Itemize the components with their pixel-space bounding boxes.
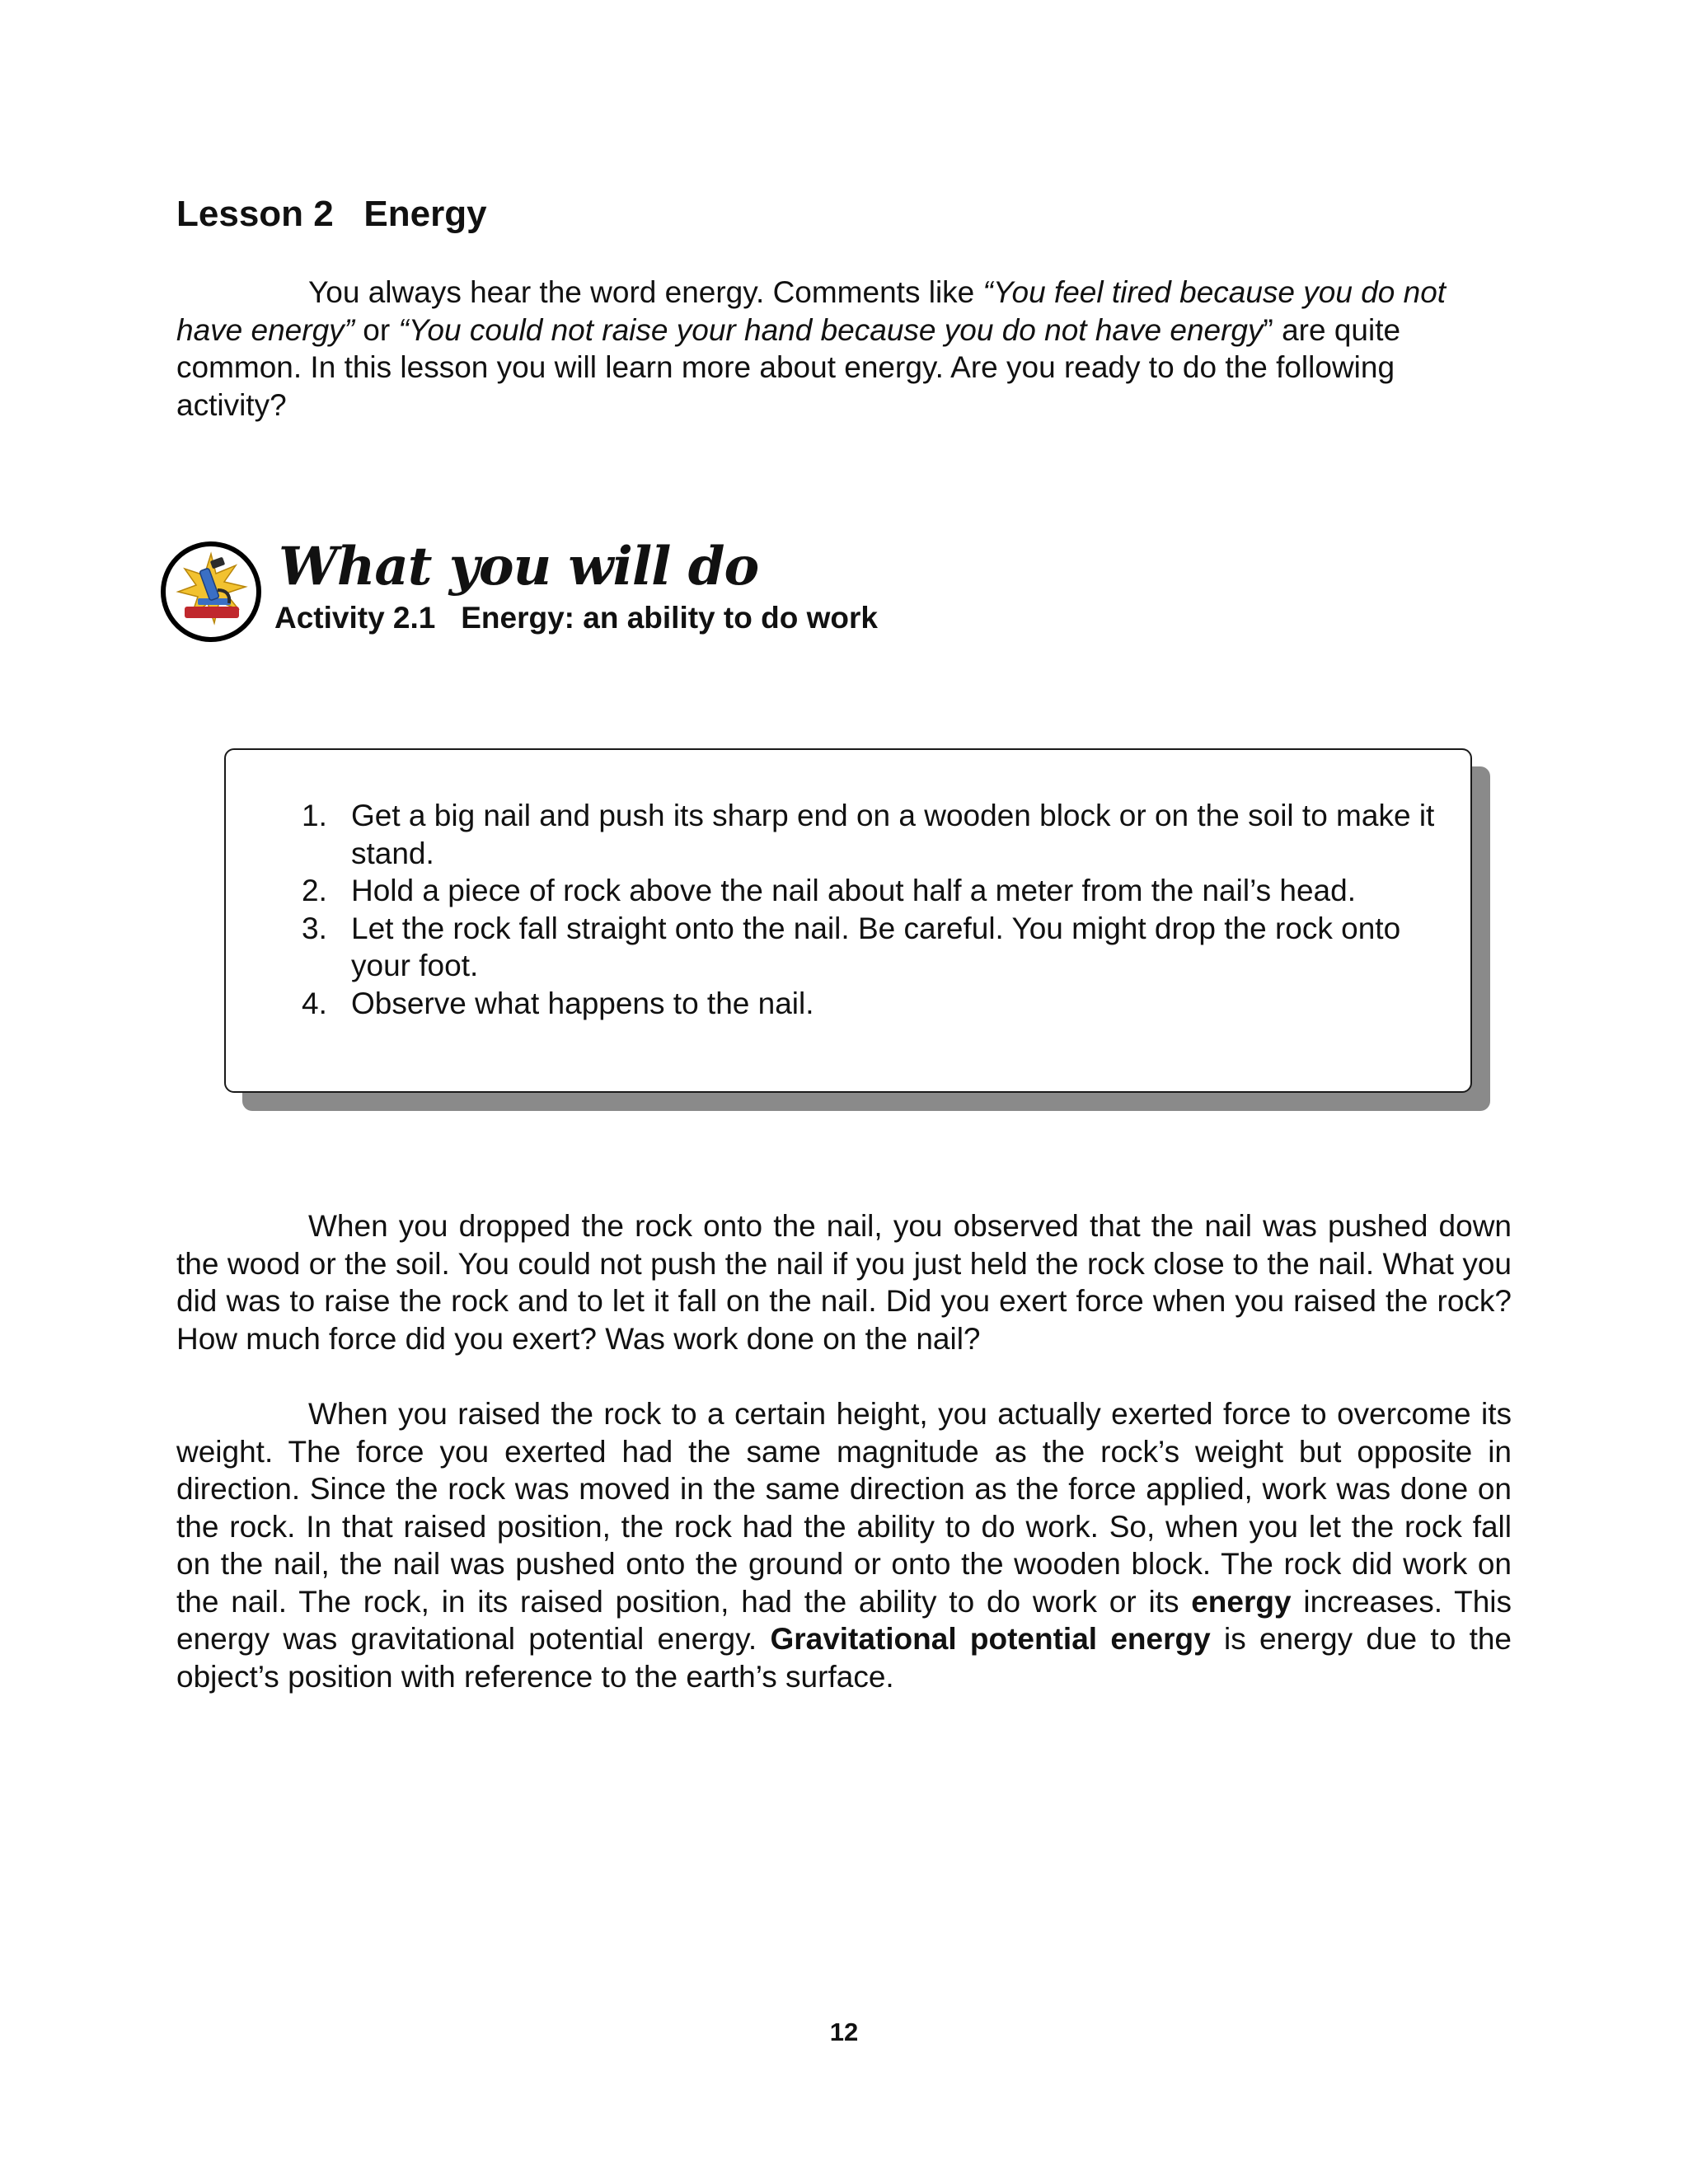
discussion-text-2a: When you raised the rock to a certain height, you actually exerted force to overcome its weight. The force you exerted had the same magnitude as the rock’s weight but opposite in direction. Since the rock was moved in the same direction as the force applied, work was done on the rock. In that raised position, the rock had the ability to do work. So, when you let the rock fall on the nail, the nail was pushed onto the ground or onto the wooden block. The rock did work on the nail. The rock, in its raised position, had the ability to do work or its: [176, 1397, 1512, 1619]
intro-quote-2: “You could not raise your hand because you do not have energy: [398, 312, 1264, 347]
discussion-paragraph-1: [176, 1207, 1512, 1357]
step-number: 1.: [302, 799, 327, 832]
procedure-step: [302, 985, 1439, 1023]
lesson-title: Lesson 2 Energy: [176, 194, 487, 234]
procedure-step: [302, 872, 1439, 910]
discussion-text-2e: is energy due to the object’s position with reference to the earth’s surface.: [176, 1622, 1512, 1694]
procedure-step: [302, 910, 1439, 985]
intro-text-1: You always hear the word energy. Comments like: [308, 275, 983, 309]
step-number: 4.: [302, 986, 327, 1020]
intro-text-2: or: [354, 312, 399, 347]
discussion-paragraph-2: [176, 1395, 1512, 1695]
step-text: Observe what happens to the nail.: [351, 986, 814, 1020]
discussion-text-2c: increases. This energy was gravitational potential energy.: [176, 1584, 1512, 1656]
step-number: 2.: [302, 874, 327, 907]
step-text: Let the rock fall straight onto the nail. Be careful. You might drop the rock onto your foot.: [351, 911, 1401, 982]
term-energy: energy: [1191, 1584, 1292, 1619]
procedure-steps: [302, 797, 1439, 1022]
procedure-box: [224, 748, 1472, 1093]
page-number: 12: [829, 2018, 859, 2046]
step-number: 3.: [302, 911, 327, 945]
term-gravitational-potential-energy: Gravitational potential energy: [770, 1622, 1211, 1656]
step-text: Get a big nail and push its sharp end on a wooden block or on the soil to make it stand.: [351, 799, 1435, 870]
intro-paragraph: [176, 274, 1512, 424]
activity-title: Activity 2.1 Energy: an ability to do work: [274, 601, 878, 635]
discussion-text-1: When you dropped the rock onto the nail, you observed that the nail was pushed down the wood or the soil. You could not push the nail if you just held the rock close to the nail. What you did was to raise the rock and to let it fall on the nail. Did you exert force when you raised the rock? How much force did you exert? Was work done on the nail?: [176, 1209, 1512, 1356]
microscope-activity-icon: [160, 541, 262, 643]
step-text: Hold a piece of rock above the nail about half a meter from the nail’s head.: [351, 874, 1356, 907]
intro-quote-1: “You feel tired because you do not have energy”: [176, 275, 1447, 347]
what-you-will-do-heading: What you will do: [279, 536, 759, 598]
intro-text-3: ” are quite common. In this lesson you will learn more about energy. Are you ready to do the following activity?: [176, 312, 1401, 422]
procedure-step: [302, 797, 1439, 872]
